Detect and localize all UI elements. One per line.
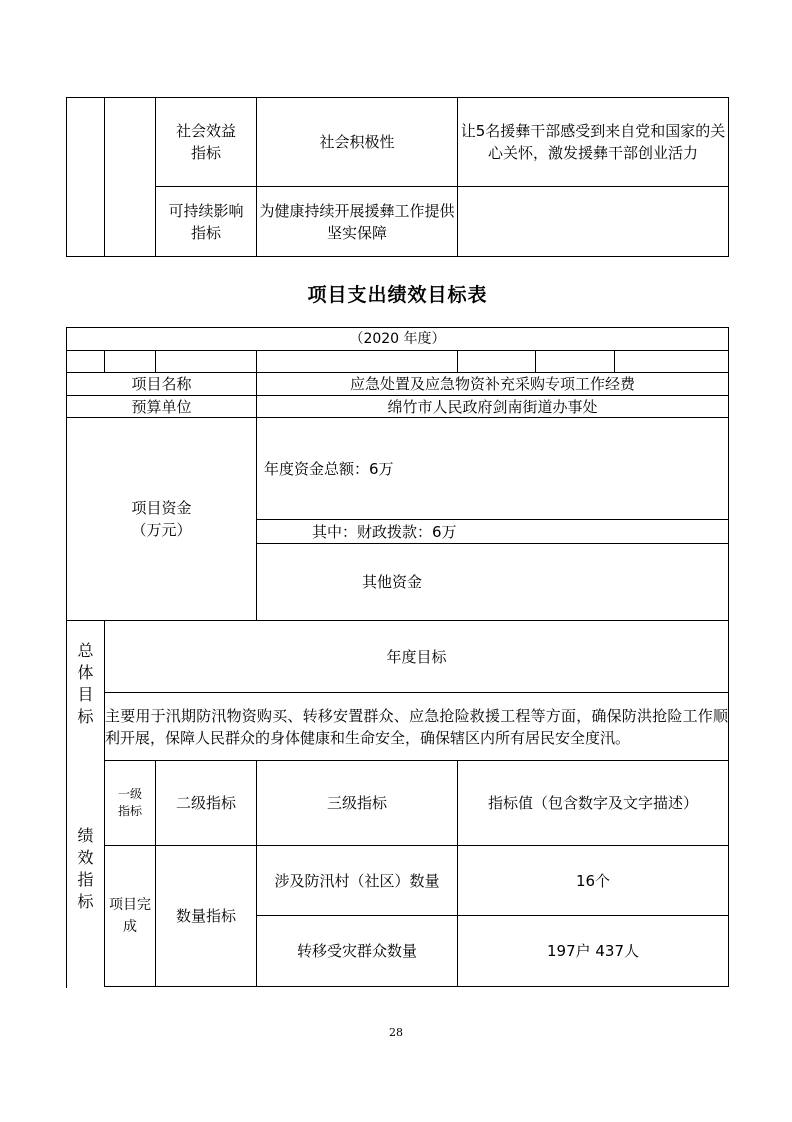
project-name-value: 应急处置及应急物资补充采购专项工作经费 (349, 375, 635, 393)
sustainability-value (458, 187, 728, 256)
header-level1: 一级 指标 (117, 787, 142, 818)
page-number: 28 (389, 1026, 403, 1039)
fiscal-allocation: 其中：财政拨款：6万 (312, 522, 457, 541)
annual-goal-label: 年度目标 (386, 647, 447, 666)
header-level3: 三级指标 (326, 794, 387, 812)
budget-unit-label: 预算单位 (131, 397, 192, 416)
social-positivity-label: 社会积极性 (319, 133, 395, 151)
sustainability-label: 可持续影响 指标 (168, 201, 244, 242)
social-benefit-label: 社会效益 指标 (175, 122, 236, 162)
form-year: （2020 年度） (349, 331, 446, 347)
project-funds-label: 项目资金 （万元） (131, 499, 192, 539)
indicator-level1: 项目完 成 (109, 897, 151, 935)
header-level2: 二级指标 (175, 794, 236, 812)
annual-goal-text: 主要用于汛期防汛物资购买、转移安置群众、应急抢险救援工程等方面，确保防洪抢险工作顺利开展，保障人民群众的身体健康和生命安全，确保辖区内所有居民安全度汛。 (105, 706, 728, 747)
budget-unit-value: 绵竹市人民政府剑南街道办事处 (387, 397, 598, 416)
indicator-row-level3: 涉及防汛村（社区）数量 (274, 871, 440, 890)
indicator-level2: 数量指标 (175, 907, 236, 925)
sustainability-description: 为健康持续开展援彝工作提供坚实保障 (259, 201, 455, 242)
other-funds: 其他资金 (362, 573, 423, 591)
annual-funds-total: 年度资金总额：6万 (264, 459, 394, 478)
indicator-row-value: 197户 437人 (546, 942, 640, 960)
social-benefit-value: 让5名援彝干部感受到来自党和国家的关心关怀，激发援彝干部创业活力 (460, 122, 726, 162)
form-title: 项目支出绩效目标表 (307, 284, 488, 306)
overall-goal-label: 总 体 目 标 (77, 641, 94, 726)
indicator-row-value: 16个 (575, 871, 611, 890)
performance-indicator-label: 绩 效 指 标 (77, 826, 94, 911)
indicator-row-level3: 转移受灾群众数量 (296, 942, 417, 960)
header-value: 指标值（包含数字及文字描述） (487, 794, 698, 812)
project-name-label: 项目名称 (131, 375, 192, 393)
